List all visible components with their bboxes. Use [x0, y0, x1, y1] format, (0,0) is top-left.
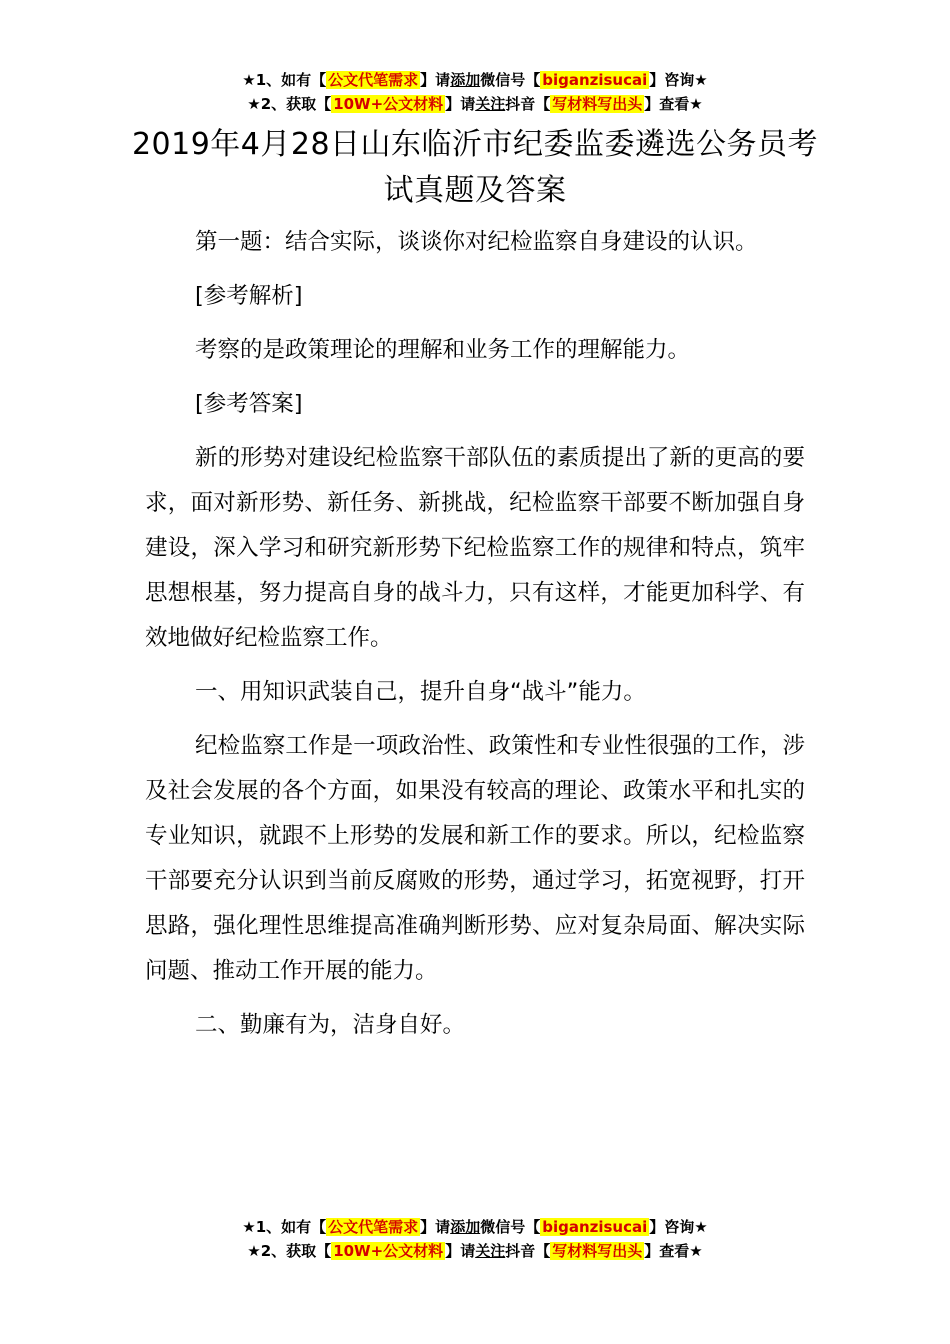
banner-line-1	[0, 68, 950, 92]
banner-text: 抖音【	[505, 95, 551, 113]
banner-text: 微信号【	[480, 1218, 541, 1236]
banner-text: ★1、如有【	[242, 1218, 327, 1236]
banner-text: 】咨询★	[649, 1218, 708, 1236]
footer-banner	[0, 1215, 950, 1263]
banner-line-2	[0, 1239, 950, 1263]
banner-text: 】请	[445, 1242, 476, 1260]
section-heading-2: 二、勤廉有为，洁身自好。	[195, 1012, 466, 1038]
banner-line-1	[0, 1215, 950, 1239]
document-body	[145, 220, 805, 1057]
banner-text: ★2、获取【	[247, 1242, 332, 1260]
analysis-paragraph: 考察的是政策理论的理解和业务工作的理解能力。	[195, 337, 691, 363]
banner-text: 】请	[445, 95, 476, 113]
banner-text: 微信号【	[480, 71, 541, 89]
question-paragraph: 第一题：结合实际，谈谈你对纪检监察自身建设的认识。	[195, 229, 758, 255]
banner-underlined-text: 添加	[450, 1218, 481, 1236]
answer-heading: [参考答案]	[195, 391, 303, 417]
answer-paragraph: 新的形势对建设纪检监察干部队伍的素质提出了新的更高的要求，面对新形势、新任务、新挑战，纪检监察干部要不断加强自身建设，深入学习和研究新形势下纪检监察工作的规律和特点，筑牢思想根基，努力提高自身的战斗力，只有这样，才能更加科学、有效地做好纪检监察工作。	[145, 445, 805, 651]
section-heading-1: 一、用知识武装自己，提升自身“战斗”能力。	[195, 679, 646, 705]
banner-text: 】查看★	[644, 95, 703, 113]
banner-highlight-materials: 10W+公文材料	[333, 1242, 444, 1260]
banner-text: 】请	[420, 71, 451, 89]
banner-line-2	[0, 92, 950, 116]
banner-highlight-wechat-id: biganzisucai	[542, 1218, 648, 1236]
banner-text: 】查看★	[644, 1242, 703, 1260]
banner-underlined-text: 关注	[475, 1242, 506, 1260]
analysis-heading: [参考解析]	[195, 283, 303, 309]
banner-text: ★1、如有【	[242, 71, 327, 89]
banner-highlight-douyin-id: 写材料写出头	[552, 95, 643, 113]
banner-highlight-wechat-id: biganzisucai	[542, 71, 648, 89]
banner-underlined-text: 添加	[450, 71, 481, 89]
banner-text: 抖音【	[505, 1242, 551, 1260]
banner-text: 】请	[420, 1218, 451, 1236]
document-title: 2019年4月28日山东临沂市纪委监委遴选公务员考试真题及答案	[131, 127, 819, 208]
header-banner	[0, 68, 950, 116]
banner-text: 】咨询★	[649, 71, 708, 89]
banner-highlight-douyin-id: 写材料写出头	[552, 1242, 643, 1260]
banner-text: ★2、获取【	[247, 95, 332, 113]
banner-highlight-writing-service: 公文代笔需求	[328, 71, 419, 89]
banner-underlined-text: 关注	[475, 95, 506, 113]
banner-highlight-materials: 10W+公文材料	[333, 95, 444, 113]
banner-highlight-writing-service: 公文代笔需求	[328, 1218, 419, 1236]
section-paragraph-1: 纪检监察工作是一项政治性、政策性和专业性很强的工作，涉及社会发展的各个方面，如果没有较高的理论、政策水平和扎实的专业知识，就跟不上形势的发展和新工作的要求。所以，纪检监察干部要充分认识到当前反腐败的形势，通过学习，拓宽视野，打开思路，强化理性思维提高准确判断形势、应对复杂局面、解决实际问题、推动工作开展的能力。	[145, 733, 805, 984]
